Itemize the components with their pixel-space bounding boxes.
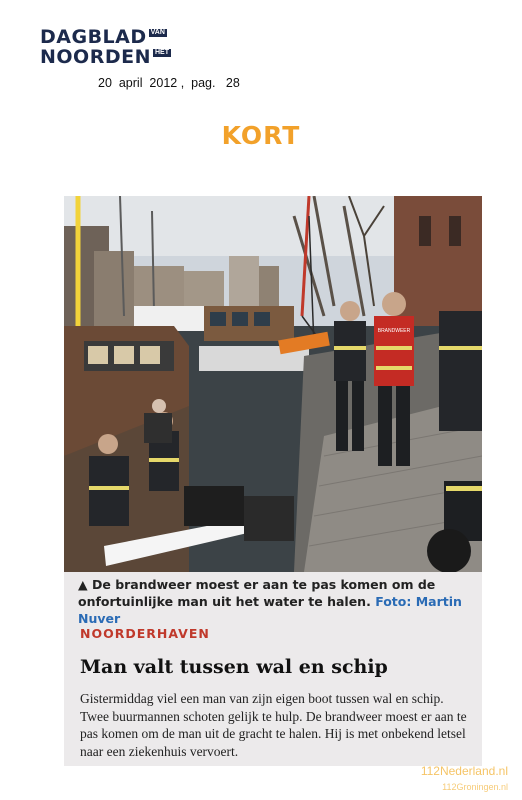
masthead-word-dagblad: DAGBLAD (40, 26, 147, 48)
masthead-logo (40, 28, 171, 67)
article-box (64, 196, 482, 766)
watermark-112nederland: 112Nederland.nl (420, 764, 508, 778)
masthead-badge-van: VAN (150, 29, 165, 36)
photo-credit: Foto: Martin Nuver (78, 594, 462, 626)
article-headline: Man valt tussen wal en schip (80, 656, 388, 678)
vest-label: BRANDWEER (377, 328, 411, 334)
photo-caption (78, 576, 476, 627)
article-body: Gistermiddag viel een man van zijn eigen boot tussen wal en schip. Twee buurmannen schoten gelijk te hulp. De brandweer moest er aan te pas komen om de man uit de gracht te halen. Hij is met onbekend letsel naar een ziekenhuis vervoert. (80, 691, 467, 759)
masthead-badge-het: HET (155, 49, 169, 56)
publication-dateline: 20 april 2012 , pag. 28 (98, 76, 240, 90)
caption-marker-icon: ▲ (78, 577, 88, 592)
watermark-112groningen: 112Groningen.nl (442, 782, 508, 792)
article-kicker: NOORDERHAVEN (80, 626, 210, 641)
section-heading: KORT (221, 121, 301, 150)
caption-text: De brandweer moest er aan te pas komen om de onfortuinlijke man uit het water te halen. (78, 577, 436, 609)
article-photo (64, 196, 482, 572)
masthead-word-noorden: NOORDEN (40, 46, 151, 68)
